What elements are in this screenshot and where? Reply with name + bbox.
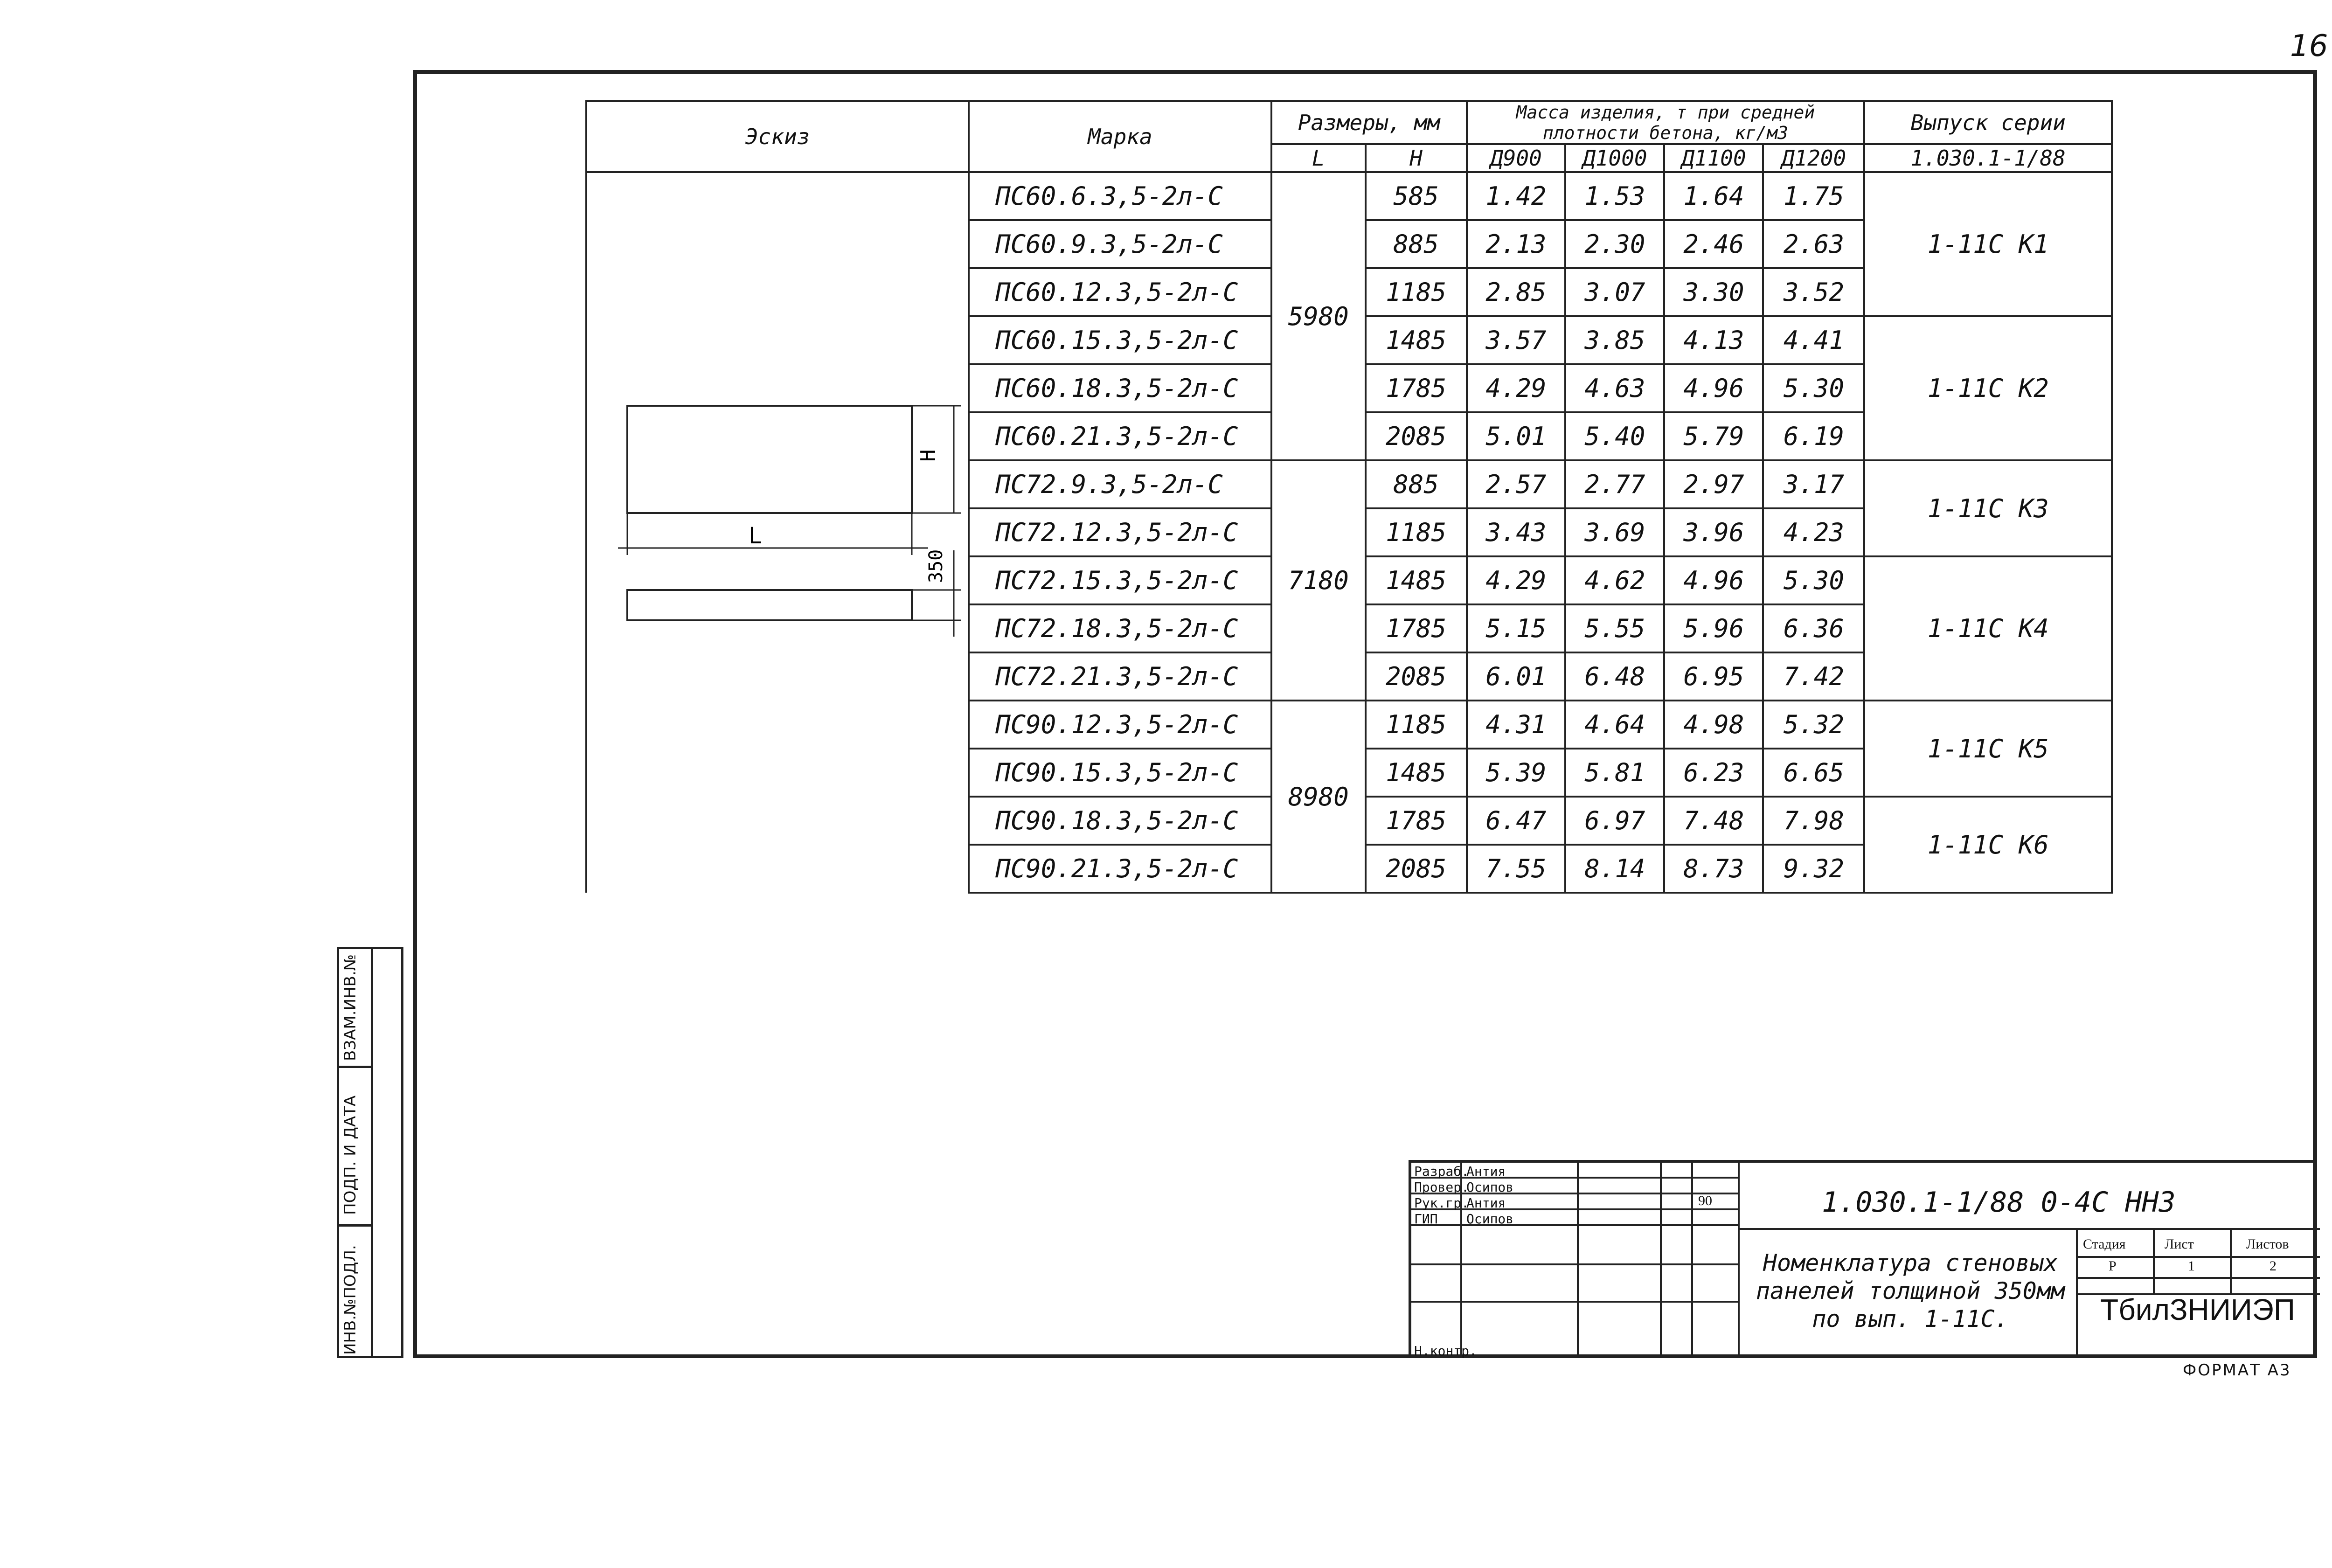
mass-cell: 2.63 xyxy=(1763,220,1864,268)
length-cell: 8980 xyxy=(1271,701,1366,893)
mass-cell: 4.29 xyxy=(1467,556,1566,604)
sheet-label: Лист xyxy=(2165,1236,2194,1252)
side-stamp-label-sign-date: ПОДП. И ДАТА xyxy=(341,1095,360,1215)
stamp-name: Антия xyxy=(1466,1195,1506,1211)
mass-cell: 5.96 xyxy=(1664,604,1763,652)
mass-cell: 1.42 xyxy=(1467,172,1566,220)
header-d1100: Д1100 xyxy=(1664,144,1763,172)
header-d1000: Д1000 xyxy=(1565,144,1664,172)
mass-cell: 2.46 xyxy=(1664,220,1763,268)
mass-cell: 4.31 xyxy=(1467,701,1566,749)
header-mark: Марка xyxy=(969,101,1271,172)
mass-cell: 5.55 xyxy=(1565,604,1664,652)
mass-cell: 7.48 xyxy=(1664,797,1763,845)
mass-cell: 1.53 xyxy=(1565,172,1664,220)
stamp-role: Н.контр. xyxy=(1414,1343,1477,1359)
header-mass: Масса изделия, т при средней плотности бетона, кг/м3 xyxy=(1467,101,1865,144)
mass-cell: 5.40 xyxy=(1565,412,1664,460)
height-cell: 1485 xyxy=(1366,556,1467,604)
issue-cell: 1-11С К3 xyxy=(1864,460,2112,556)
mass-cell: 5.30 xyxy=(1763,556,1864,604)
sketch-label-H: H xyxy=(916,449,940,462)
mass-cell: 8.73 xyxy=(1664,845,1763,893)
height-cell: 1185 xyxy=(1366,701,1467,749)
mark-cell: ПС90.21.3,5-2л-С xyxy=(969,845,1271,893)
document-code: 1.030.1-1/88 0-4С НН3 xyxy=(1822,1186,2176,1219)
height-cell: 1185 xyxy=(1366,268,1467,316)
stamp-role: Рук.гр. xyxy=(1414,1195,1470,1211)
mark-cell: ПС72.18.3,5-2л-С xyxy=(969,604,1271,652)
header-d1200: Д1200 xyxy=(1763,144,1864,172)
mass-cell: 4.62 xyxy=(1565,556,1664,604)
stamp-name: Осипов xyxy=(1466,1179,1514,1195)
mass-cell: 2.97 xyxy=(1664,460,1763,508)
stamp-name: Осипов xyxy=(1466,1211,1514,1227)
mass-cell: 4.96 xyxy=(1664,364,1763,412)
panel-front-view xyxy=(627,406,912,513)
mass-cell: 3.69 xyxy=(1565,508,1664,556)
mass-cell: 2.13 xyxy=(1467,220,1566,268)
mass-cell: 7.55 xyxy=(1467,845,1566,893)
stamp-role: Провер. xyxy=(1414,1179,1470,1195)
mass-cell: 4.13 xyxy=(1664,316,1763,364)
mark-cell: ПС60.15.3,5-2л-С xyxy=(969,316,1271,364)
mass-cell: 4.98 xyxy=(1664,701,1763,749)
height-cell: 1485 xyxy=(1366,316,1467,364)
mark-cell: ПС90.15.3,5-2л-С xyxy=(969,749,1271,797)
page-number: 16 xyxy=(2290,29,2328,63)
mass-cell: 3.52 xyxy=(1763,268,1864,316)
mass-cell: 6.36 xyxy=(1763,604,1864,652)
length-cell: 5980 xyxy=(1271,172,1366,460)
header-L: L xyxy=(1271,144,1366,172)
title-block xyxy=(1409,1160,2317,1358)
mass-cell: 3.43 xyxy=(1467,508,1566,556)
mass-cell: 4.96 xyxy=(1664,556,1763,604)
stamp-name: Антия xyxy=(1466,1164,1506,1179)
mass-cell: 2.85 xyxy=(1467,268,1566,316)
mass-cell: 6.48 xyxy=(1565,652,1664,701)
sheets-value: 2 xyxy=(2270,1258,2276,1274)
height-cell: 585 xyxy=(1366,172,1467,220)
mass-cell: 5.79 xyxy=(1664,412,1763,460)
header-issue-number: 1.030.1-1/88 xyxy=(1864,144,2112,172)
mark-cell: ПС90.18.3,5-2л-С xyxy=(969,797,1271,845)
issue-cell: 1-11С К5 xyxy=(1864,701,2112,797)
mark-cell: ПС72.21.3,5-2л-С xyxy=(969,652,1271,701)
mass-cell: 1.64 xyxy=(1664,172,1763,220)
mark-cell: ПС72.9.3,5-2л-С xyxy=(969,460,1271,508)
title-line-2: панелей толщиной 350мм xyxy=(1756,1277,2065,1304)
mass-cell: 3.96 xyxy=(1664,508,1763,556)
issue-cell: 1-11С К2 xyxy=(1864,316,2112,460)
length-cell: 7180 xyxy=(1271,460,1366,701)
header-issue: Выпуск серии xyxy=(1864,101,2112,144)
height-cell: 1785 xyxy=(1366,364,1467,412)
sketch-label-L: L xyxy=(749,523,762,549)
header-dimensions: Размеры, мм xyxy=(1271,101,1467,144)
mass-cell: 3.17 xyxy=(1763,460,1864,508)
header-d900: Д900 xyxy=(1467,144,1566,172)
title-line-3: по вып. 1-11С. xyxy=(1812,1305,2009,1332)
mass-cell: 2.77 xyxy=(1565,460,1664,508)
mass-cell: 6.65 xyxy=(1763,749,1864,797)
format-label: ФОРМАТ А3 xyxy=(2183,1361,2291,1380)
mass-cell: 5.01 xyxy=(1467,412,1566,460)
document-title xyxy=(1752,1249,2069,1333)
header-sketch: Эскиз xyxy=(586,101,969,172)
mass-cell: 5.39 xyxy=(1467,749,1566,797)
panel-sketch xyxy=(606,396,989,639)
mass-cell: 4.64 xyxy=(1565,701,1664,749)
table-row xyxy=(586,172,2112,220)
stage-label: Стадия xyxy=(2083,1236,2126,1252)
mass-cell: 4.23 xyxy=(1763,508,1864,556)
mass-cell: 5.32 xyxy=(1763,701,1864,749)
height-cell: 2085 xyxy=(1366,845,1467,893)
mass-cell: 6.23 xyxy=(1664,749,1763,797)
mass-cell: 6.47 xyxy=(1467,797,1566,845)
sketch-label-thickness: 350 xyxy=(925,549,947,583)
title-line-1: Номенклатура стеновых xyxy=(1763,1249,2058,1277)
side-stamp xyxy=(337,947,403,1358)
mass-cell: 4.41 xyxy=(1763,316,1864,364)
mass-cell: 1.75 xyxy=(1763,172,1864,220)
mass-cell: 7.98 xyxy=(1763,797,1864,845)
height-cell: 1485 xyxy=(1366,749,1467,797)
mass-cell: 6.19 xyxy=(1763,412,1864,460)
mass-cell: 5.30 xyxy=(1763,364,1864,412)
issue-cell: 1-11С К4 xyxy=(1864,556,2112,701)
stamp-role: ГИП xyxy=(1414,1211,1438,1227)
mass-cell: 3.85 xyxy=(1565,316,1664,364)
mass-cell: 6.95 xyxy=(1664,652,1763,701)
stage-value: Р xyxy=(2109,1258,2117,1274)
mark-cell: ПС60.12.3,5-2л-С xyxy=(969,268,1271,316)
mass-cell: 4.63 xyxy=(1565,364,1664,412)
panel-section-view xyxy=(627,590,912,620)
mass-cell: 3.57 xyxy=(1467,316,1566,364)
mass-cell: 9.32 xyxy=(1763,845,1864,893)
mass-cell: 5.81 xyxy=(1565,749,1664,797)
mark-cell: ПС60.21.3,5-2л-С xyxy=(969,412,1271,460)
mass-cell: 2.57 xyxy=(1467,460,1566,508)
mass-cell: 4.29 xyxy=(1467,364,1566,412)
sheets-label: Листов xyxy=(2246,1236,2289,1252)
mass-cell: 6.97 xyxy=(1565,797,1664,845)
mass-cell: 8.14 xyxy=(1565,845,1664,893)
height-cell: 1785 xyxy=(1366,604,1467,652)
side-stamp-label-replacement: ВЗАМ.ИНВ.№ xyxy=(341,954,360,1061)
organization-name: ТбилЗНИИЭП xyxy=(2100,1293,2295,1326)
stamp-role: Разраб. xyxy=(1414,1164,1470,1179)
issue-cell: 1-11С К1 xyxy=(1864,172,2112,316)
height-cell: 885 xyxy=(1366,460,1467,508)
mass-cell: 3.30 xyxy=(1664,268,1763,316)
sheet-value: 1 xyxy=(2188,1258,2195,1274)
mark-cell: ПС60.18.3,5-2л-С xyxy=(969,364,1271,412)
mass-cell: 7.42 xyxy=(1763,652,1864,701)
header-H: H xyxy=(1366,144,1467,172)
height-cell: 2085 xyxy=(1366,412,1467,460)
mark-cell: ПС72.12.3,5-2л-С xyxy=(969,508,1271,556)
stamp-date: 90 xyxy=(1698,1193,1712,1208)
mark-cell: ПС60.9.3,5-2л-С xyxy=(969,220,1271,268)
side-stamp-label-inv: ИНВ.№ПОДЛ. xyxy=(341,1245,360,1355)
issue-cell: 1-11С К6 xyxy=(1864,797,2112,893)
mass-cell: 2.30 xyxy=(1565,220,1664,268)
height-cell: 885 xyxy=(1366,220,1467,268)
height-cell: 1185 xyxy=(1366,508,1467,556)
mass-cell: 5.15 xyxy=(1467,604,1566,652)
mass-cell: 6.01 xyxy=(1467,652,1566,701)
height-cell: 1785 xyxy=(1366,797,1467,845)
mark-cell: ПС90.12.3,5-2л-С xyxy=(969,701,1271,749)
mark-cell: ПС72.15.3,5-2л-С xyxy=(969,556,1271,604)
mark-cell: ПС60.6.3,5-2л-С xyxy=(969,172,1271,220)
height-cell: 2085 xyxy=(1366,652,1467,701)
mass-cell: 3.07 xyxy=(1565,268,1664,316)
